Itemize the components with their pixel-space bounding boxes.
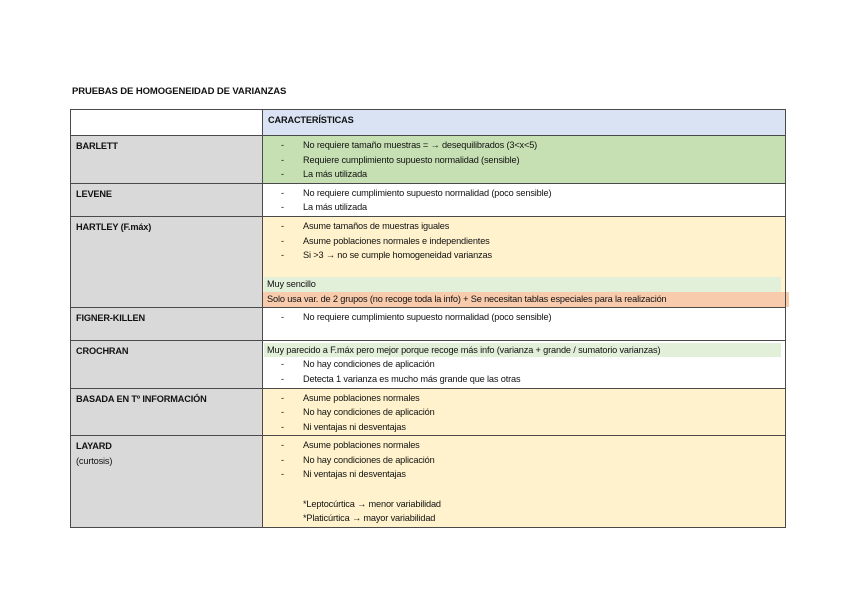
list-item: - No requiere tamaño muestras = → desequilibrados (3<x<5) <box>281 140 538 150</box>
table-row-levene <box>71 183 786 216</box>
list-item: - No hay condiciones de aplicación <box>281 359 435 370</box>
table-row-layard <box>71 436 786 528</box>
row-label-hartley: HARTLEY (F.máx) <box>71 216 263 307</box>
list-item: - Asume poblaciones normales e independientes <box>281 235 490 246</box>
variance-tests-table <box>70 109 786 528</box>
row-label-crochran: CROCHRAN <box>71 340 263 388</box>
header-characteristics: CARACTERÍSTICAS <box>263 110 786 136</box>
layard-label: LAYARD <box>76 441 112 452</box>
table-row-figner <box>71 307 786 340</box>
row-content-basada <box>263 388 786 436</box>
list-item: - No requiere cumplimiento supuesto normalidad (poco sensible) <box>281 187 552 198</box>
hartley-note-limitation: Solo usa var. de 2 grupos (no recoge toda la info) + Se necesitan tablas especiales para la realización <box>263 292 789 307</box>
row-label-barlett: BARLETT <box>71 136 263 184</box>
row-content-barlett <box>263 136 786 184</box>
table-row-barlett <box>71 136 786 184</box>
table-row-hartley <box>71 216 786 307</box>
list-item: - Ni ventajas ni desventajas <box>281 421 406 432</box>
layard-note-plati: *Platicúrtica → mayor variabilidad <box>303 513 436 524</box>
row-label-basada: BASADA EN Tº INFORMACIÓN <box>71 388 263 436</box>
list-item: - No hay condiciones de aplicación <box>281 454 435 465</box>
list-item: - Asume poblaciones normales <box>281 440 420 451</box>
list-item: - La más utilizada <box>281 202 367 213</box>
list-item: - La más utilizada <box>281 169 367 180</box>
row-content-layard <box>263 436 786 528</box>
layard-sublabel: (curtosis) <box>76 456 113 467</box>
list-item: - Requiere cumplimiento supuesto normalidad (sensible) <box>281 154 520 165</box>
hartley-note-simple: Muy sencillo <box>264 277 781 292</box>
table-row-basada <box>71 388 786 436</box>
table-header-row <box>71 110 786 136</box>
crochran-intro: Muy parecido a F.máx pero mejor porque recoge más info (varianza + grande / sumatorio varianzas) <box>264 343 781 358</box>
row-content-hartley <box>263 216 786 307</box>
list-item: - Si >3 → no se cumple homogeneidad varianzas <box>281 250 492 261</box>
list-item: - No hay condiciones de aplicación <box>281 407 435 418</box>
row-label-layard <box>71 436 263 528</box>
row-label-levene: LEVENE <box>71 183 263 216</box>
row-label-figner: FIGNER-KILLEN <box>71 307 263 340</box>
list-item: - No requiere cumplimiento supuesto normalidad (poco sensible) <box>281 311 552 322</box>
list-item: - Detecta 1 varianza es mucho más grande que las otras <box>281 373 521 384</box>
row-content-crochran <box>263 340 786 388</box>
row-content-figner <box>263 307 786 340</box>
list-item: - Asume poblaciones normales <box>281 392 420 403</box>
table-row-crochran <box>71 340 786 388</box>
list-item: - Ni ventajas ni desventajas <box>281 469 406 480</box>
header-empty-cell <box>71 110 263 136</box>
list-item: - Asume tamaños de muestras iguales <box>281 220 450 231</box>
document-title: PRUEBAS DE HOMOGENEIDAD DE VARIANZAS <box>72 86 287 97</box>
layard-note-lepto: *Leptocúrtica → menor variabilidad <box>303 498 441 509</box>
row-content-levene <box>263 183 786 216</box>
